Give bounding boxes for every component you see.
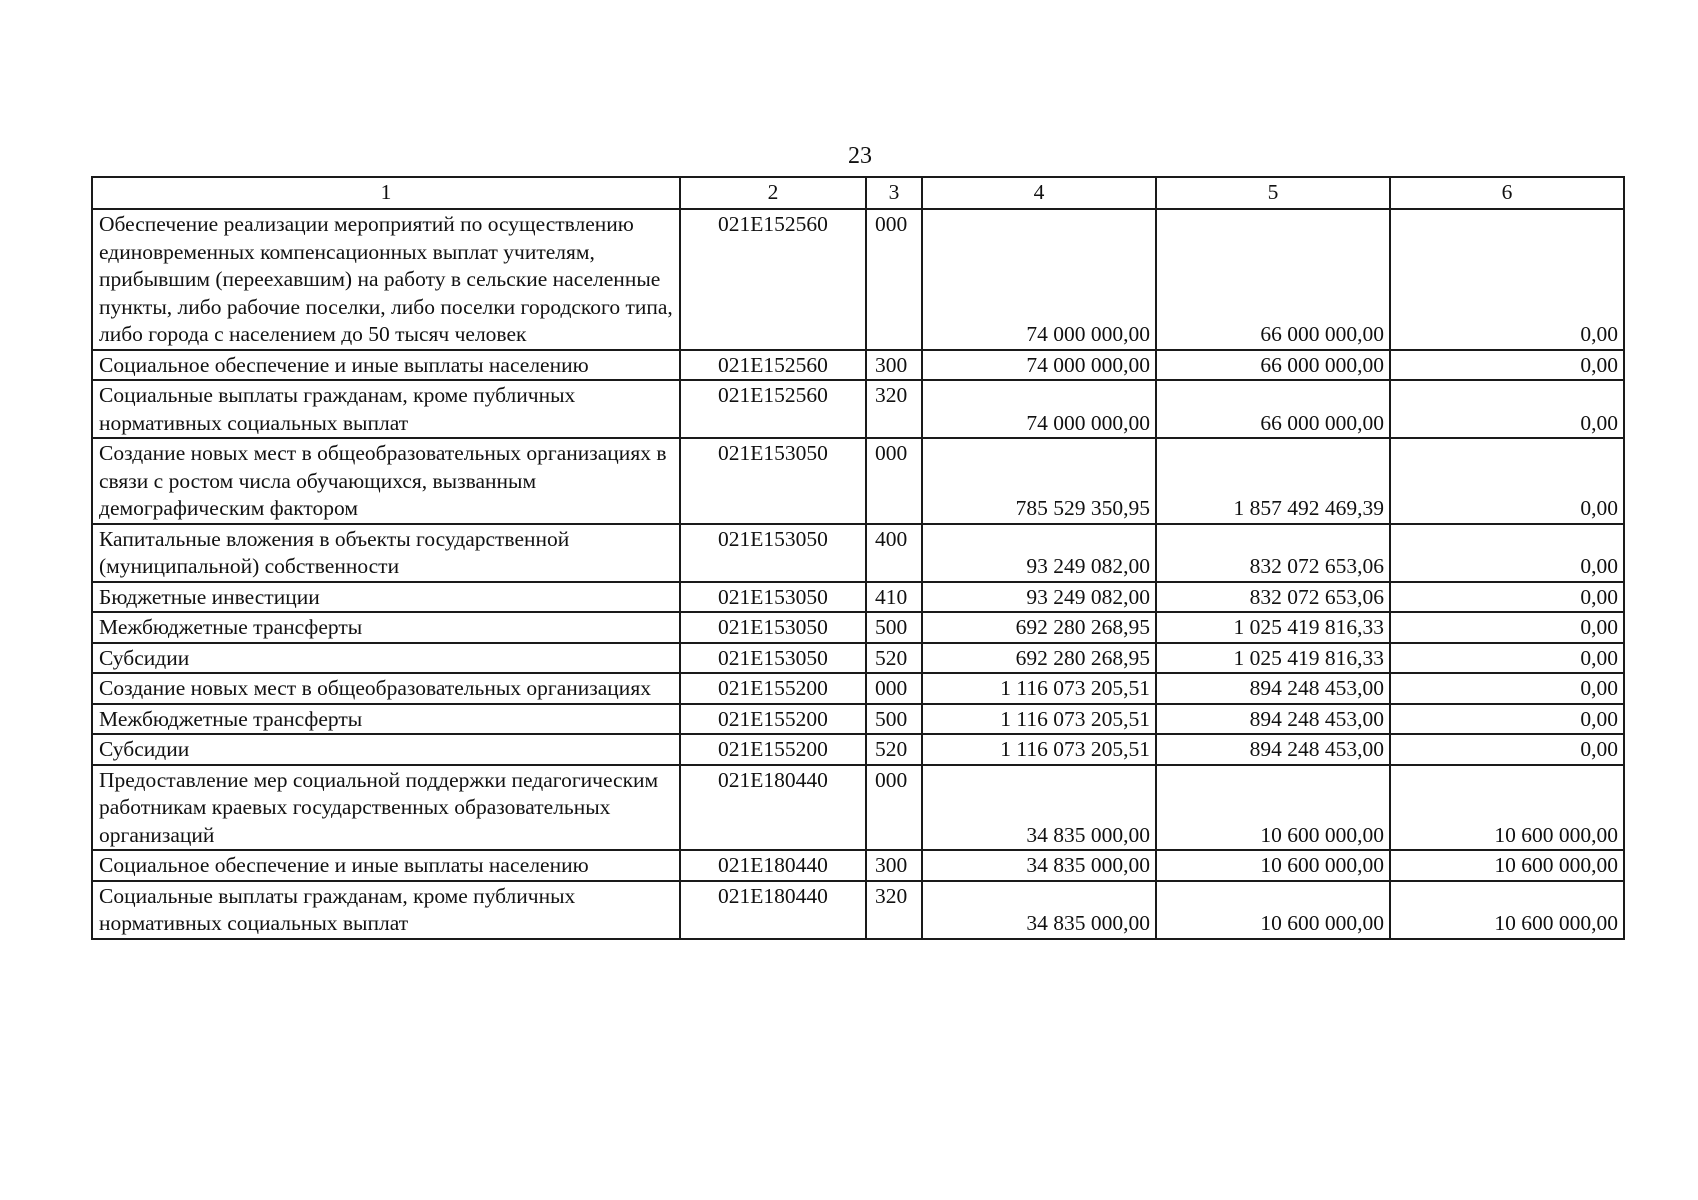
- expense-type-code: 500: [866, 612, 922, 643]
- amount-col-6: 10 600 000,00: [1390, 850, 1624, 881]
- amount-col-5: 832 072 653,06: [1156, 524, 1390, 582]
- amount-col-6: 0,00: [1390, 350, 1624, 381]
- row-name: Социальные выплаты гражданам, кроме публичных нормативных социальных выплат: [92, 380, 680, 438]
- target-article-code: 021E153050: [680, 438, 866, 524]
- column-header: 5: [1156, 177, 1390, 209]
- row-name: Социальное обеспечение и иные выплаты населению: [92, 850, 680, 881]
- amount-col-6: 10 600 000,00: [1390, 765, 1624, 851]
- target-article-code: 021E155200: [680, 734, 866, 765]
- expense-type-code: 400: [866, 524, 922, 582]
- table-row: [92, 438, 1624, 524]
- column-header: 4: [922, 177, 1156, 209]
- table-row: [92, 643, 1624, 674]
- target-article-code: 021E153050: [680, 612, 866, 643]
- amount-col-5: 1 857 492 469,39: [1156, 438, 1390, 524]
- row-name: Капитальные вложения в объекты государственной (муниципальной) собственности: [92, 524, 680, 582]
- target-article-code: 021E153050: [680, 643, 866, 674]
- row-name: Субсидии: [92, 643, 680, 674]
- amount-col-6: 0,00: [1390, 524, 1624, 582]
- amount-col-4: 692 280 268,95: [922, 643, 1156, 674]
- amount-col-6: 0,00: [1390, 704, 1624, 735]
- target-article-code: 021E152560: [680, 350, 866, 381]
- table-row: [92, 380, 1624, 438]
- row-name: Предоставление мер социальной поддержки педагогическим работникам краевых государственных образовательных организаций: [92, 765, 680, 851]
- amount-col-6: 0,00: [1390, 582, 1624, 613]
- target-article-code: 021E152560: [680, 209, 866, 350]
- column-number-row: [92, 177, 1624, 209]
- amount-col-4: 74 000 000,00: [922, 380, 1156, 438]
- column-header: 1: [92, 177, 680, 209]
- table-row: [92, 612, 1624, 643]
- table-row: [92, 350, 1624, 381]
- amount-col-4: 93 249 082,00: [922, 582, 1156, 613]
- amount-col-5: 894 248 453,00: [1156, 704, 1390, 735]
- row-name: Социальные выплаты гражданам, кроме публичных нормативных социальных выплат: [92, 881, 680, 939]
- amount-col-4: 1 116 073 205,51: [922, 734, 1156, 765]
- expense-type-code: 320: [866, 380, 922, 438]
- amount-col-4: 1 116 073 205,51: [922, 704, 1156, 735]
- row-name: Социальное обеспечение и иные выплаты населению: [92, 350, 680, 381]
- table-row: [92, 704, 1624, 735]
- expense-type-code: 520: [866, 643, 922, 674]
- row-name: Создание новых мест в общеобразовательных организациях: [92, 673, 680, 704]
- expense-type-code: 500: [866, 704, 922, 735]
- table-row: [92, 673, 1624, 704]
- budget-table: [91, 176, 1625, 940]
- target-article-code: 021E180440: [680, 765, 866, 851]
- table-row: [92, 209, 1624, 350]
- amount-col-6: 0,00: [1390, 380, 1624, 438]
- amount-col-6: 0,00: [1390, 734, 1624, 765]
- amount-col-5: 894 248 453,00: [1156, 673, 1390, 704]
- column-header: 6: [1390, 177, 1624, 209]
- row-name: Межбюджетные трансферты: [92, 612, 680, 643]
- target-article-code: 021E152560: [680, 380, 866, 438]
- expense-type-code: 000: [866, 438, 922, 524]
- amount-col-4: 34 835 000,00: [922, 881, 1156, 939]
- amount-col-4: 74 000 000,00: [922, 350, 1156, 381]
- row-name: Обеспечение реализации мероприятий по осуществлению единовременных компенсационных выплат учителям, прибывшим (переехавшим) на работу в сельские населенные пункты, либо рабочие поселки, либо поселки городского типа, либо города с населением до 50 тысяч человек: [92, 209, 680, 350]
- amount-col-5: 1 025 419 816,33: [1156, 643, 1390, 674]
- expense-type-code: 300: [866, 850, 922, 881]
- expense-type-code: 520: [866, 734, 922, 765]
- target-article-code: 021E155200: [680, 704, 866, 735]
- amount-col-5: 66 000 000,00: [1156, 380, 1390, 438]
- target-article-code: 021E153050: [680, 582, 866, 613]
- table-row: [92, 765, 1624, 851]
- amount-col-5: 10 600 000,00: [1156, 881, 1390, 939]
- amount-col-5: 894 248 453,00: [1156, 734, 1390, 765]
- row-name: Создание новых мест в общеобразовательных организациях в связи с ростом числа обучающихся, вызванным демографическим фактором: [92, 438, 680, 524]
- table-row: [92, 524, 1624, 582]
- table-row: [92, 881, 1624, 939]
- amount-col-4: 34 835 000,00: [922, 765, 1156, 851]
- column-header: 2: [680, 177, 866, 209]
- target-article-code: 021E180440: [680, 881, 866, 939]
- amount-col-6: 0,00: [1390, 209, 1624, 350]
- amount-col-6: 0,00: [1390, 673, 1624, 704]
- amount-col-4: 692 280 268,95: [922, 612, 1156, 643]
- column-header: 3: [866, 177, 922, 209]
- row-name: Бюджетные инвестиции: [92, 582, 680, 613]
- amount-col-6: 10 600 000,00: [1390, 881, 1624, 939]
- amount-col-5: 1 025 419 816,33: [1156, 612, 1390, 643]
- page-number: 23: [848, 143, 872, 169]
- target-article-code: 021E153050: [680, 524, 866, 582]
- amount-col-6: 0,00: [1390, 438, 1624, 524]
- target-article-code: 021E155200: [680, 673, 866, 704]
- amount-col-5: 832 072 653,06: [1156, 582, 1390, 613]
- amount-col-4: 1 116 073 205,51: [922, 673, 1156, 704]
- amount-col-5: 10 600 000,00: [1156, 765, 1390, 851]
- amount-col-5: 66 000 000,00: [1156, 209, 1390, 350]
- amount-col-6: 0,00: [1390, 643, 1624, 674]
- amount-col-4: 785 529 350,95: [922, 438, 1156, 524]
- expense-type-code: 000: [866, 673, 922, 704]
- expense-type-code: 000: [866, 765, 922, 851]
- table-row: [92, 850, 1624, 881]
- row-name: Межбюджетные трансферты: [92, 704, 680, 735]
- expense-type-code: 300: [866, 350, 922, 381]
- amount-col-6: 0,00: [1390, 612, 1624, 643]
- expense-type-code: 000: [866, 209, 922, 350]
- amount-col-4: 34 835 000,00: [922, 850, 1156, 881]
- row-name: Субсидии: [92, 734, 680, 765]
- table-row: [92, 734, 1624, 765]
- amount-col-4: 74 000 000,00: [922, 209, 1156, 350]
- amount-col-5: 66 000 000,00: [1156, 350, 1390, 381]
- target-article-code: 021E180440: [680, 850, 866, 881]
- expense-type-code: 320: [866, 881, 922, 939]
- table-row: [92, 582, 1624, 613]
- expense-type-code: 410: [866, 582, 922, 613]
- amount-col-5: 10 600 000,00: [1156, 850, 1390, 881]
- amount-col-4: 93 249 082,00: [922, 524, 1156, 582]
